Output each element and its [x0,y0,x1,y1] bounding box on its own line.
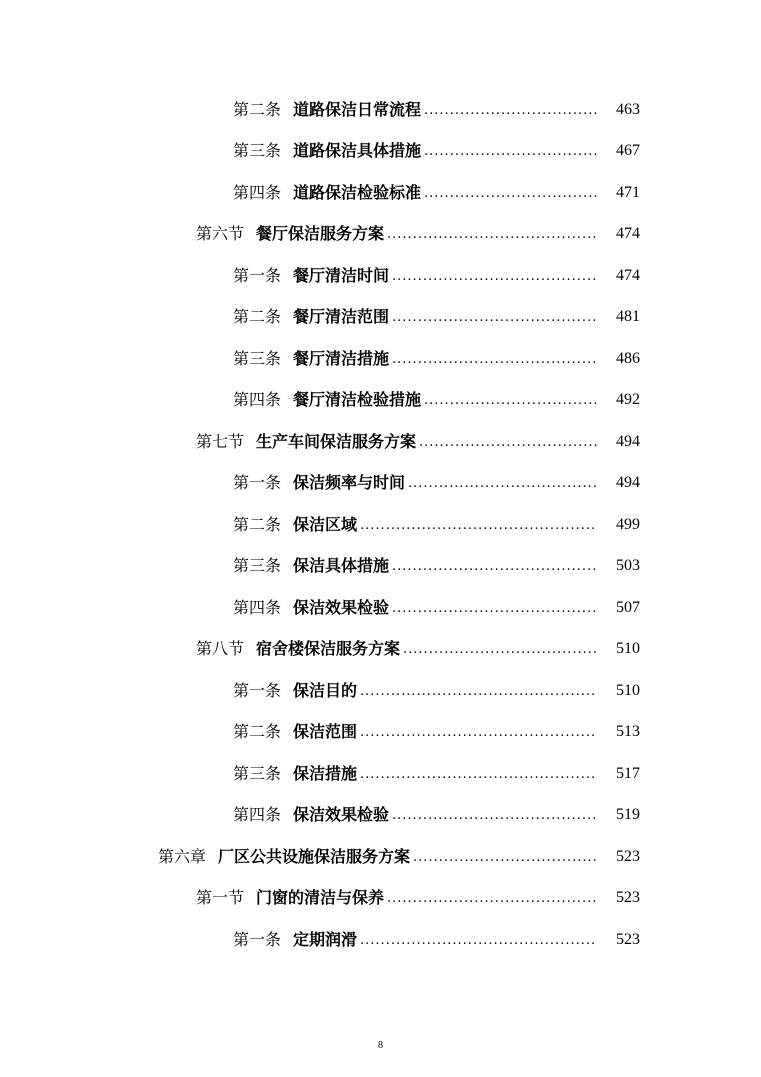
toc-entry-page: 503 [616,557,640,575]
toc-entry-page: 481 [616,308,640,326]
toc-entry-title: 道路保洁具体措施 [293,141,422,161]
toc-leader-dots [424,99,597,121]
toc-entry-page: 471 [616,183,640,201]
toc-entry-number: 第三条 [233,141,282,161]
toc-entry[interactable] [0,670,761,712]
toc-entry[interactable] [0,836,761,878]
toc-entry[interactable] [0,255,761,297]
toc-entry-title: 道路保洁日常流程 [293,99,422,119]
toc-entry[interactable] [0,338,761,380]
toc-leader-dots [413,846,597,868]
toc-entry-title: 道路保洁检验标准 [293,182,422,202]
toc-entry[interactable] [0,380,761,422]
toc-entry[interactable] [0,753,761,795]
toc-entry-title: 宿舍楼保洁服务方案 [256,639,401,659]
toc-entry-title: 餐厅清洁措施 [293,348,390,368]
toc-entry-number: 第六节 [196,224,245,244]
toc-entry-number: 第一条 [233,265,282,285]
toc-leader-dots [392,555,597,577]
toc-entry-page: 463 [616,100,640,118]
toc-entry-title: 保洁区域 [293,514,358,534]
toc-leader-dots [360,514,597,536]
toc-entry[interactable] [0,214,761,256]
toc-entry-page: 510 [616,640,640,658]
toc-entry[interactable] [0,421,761,463]
toc-leader-dots [392,804,597,826]
toc-entry-number: 第二条 [233,99,282,119]
toc-entry-number: 第二条 [233,514,282,534]
toc-entry-title: 生产车间保洁服务方案 [256,431,417,451]
toc-entry-page: 513 [616,723,640,741]
toc-leader-dots [392,306,597,328]
toc-entry[interactable] [0,795,761,837]
toc-leader-dots [408,472,597,494]
toc-entry-title: 厂区公共设施保洁服务方案 [218,846,411,866]
toc-entry-page: 467 [616,142,640,160]
toc-entry-number: 第二条 [233,307,282,327]
toc-entry-title: 保洁效果检验 [293,805,390,825]
toc-entry[interactable] [0,172,761,214]
toc-entry-number: 第七节 [196,431,245,451]
toc-entry-number: 第三条 [233,556,282,576]
toc-leader-dots [387,223,597,245]
toc-entry-page: 523 [616,847,640,865]
toc-entry-number: 第三条 [233,763,282,783]
toc-entry-title: 餐厅清洁范围 [293,307,390,327]
toc-entry-title: 定期润滑 [293,929,358,949]
toc-entry-page: 507 [616,598,640,616]
toc-entry-title: 保洁频率与时间 [293,473,406,493]
toc-entry-number: 第一条 [233,929,282,949]
toc-leader-dots [360,680,597,702]
toc-entry[interactable] [0,712,761,754]
toc-leader-dots [360,763,597,785]
toc-entry-page: 510 [616,681,640,699]
toc-entry-page: 517 [616,764,640,782]
toc-entry-page: 474 [616,266,640,284]
toc-entry-page: 494 [616,432,640,450]
toc-leader-dots [419,431,597,453]
toc-entry[interactable] [0,89,761,131]
toc-entry-title: 保洁目的 [293,680,358,700]
toc-entry-number: 第四条 [233,390,282,410]
toc-entry-title: 餐厅清洁检验措施 [293,390,422,410]
toc-entry-title: 餐厅清洁时间 [293,265,390,285]
toc-leader-dots [424,140,597,162]
toc-entry-number: 第一节 [196,888,245,908]
toc-entry-number: 第一条 [233,473,282,493]
toc-entry[interactable] [0,587,761,629]
toc-entry[interactable] [0,878,761,920]
toc-entry-title: 保洁效果检验 [293,597,390,617]
page-number: 8 [378,1040,383,1051]
toc-entry-title: 保洁范围 [293,722,358,742]
toc-entry-number: 第四条 [233,182,282,202]
toc-entry[interactable] [0,546,761,588]
table-of-contents [0,89,761,961]
toc-entry-page: 499 [616,515,640,533]
toc-leader-dots [403,638,597,660]
toc-leader-dots [392,597,597,619]
toc-leader-dots [424,389,597,411]
toc-leader-dots [360,721,597,743]
toc-entry[interactable] [0,297,761,339]
toc-entry-page: 492 [616,391,640,409]
toc-leader-dots [392,265,597,287]
toc-entry-title: 保洁措施 [293,763,358,783]
toc-entry-number: 第四条 [233,805,282,825]
toc-entry[interactable] [0,463,761,505]
toc-entry-page: 519 [616,806,640,824]
toc-entry-number: 第二条 [233,722,282,742]
toc-entry-title: 餐厅保洁服务方案 [256,224,385,244]
toc-entry-title: 门窗的清洁与保养 [256,888,385,908]
toc-entry-number: 第八节 [196,639,245,659]
toc-leader-dots [387,887,597,909]
toc-leader-dots [360,929,597,951]
toc-entry-number: 第三条 [233,348,282,368]
toc-entry-page: 486 [616,349,640,367]
toc-entry[interactable] [0,131,761,173]
toc-entry[interactable] [0,629,761,671]
toc-leader-dots [392,348,597,370]
toc-entry-number: 第六章 [158,846,207,866]
toc-entry-page: 523 [616,889,640,907]
toc-entry-title: 保洁具体措施 [293,556,390,576]
toc-entry-page: 523 [616,930,640,948]
toc-leader-dots [424,182,597,204]
toc-entry-number: 第一条 [233,680,282,700]
toc-entry-page: 474 [616,225,640,243]
toc-entry-page: 494 [616,474,640,492]
toc-entry[interactable] [0,504,761,546]
toc-entry-number: 第四条 [233,597,282,617]
toc-entry[interactable] [0,919,761,961]
